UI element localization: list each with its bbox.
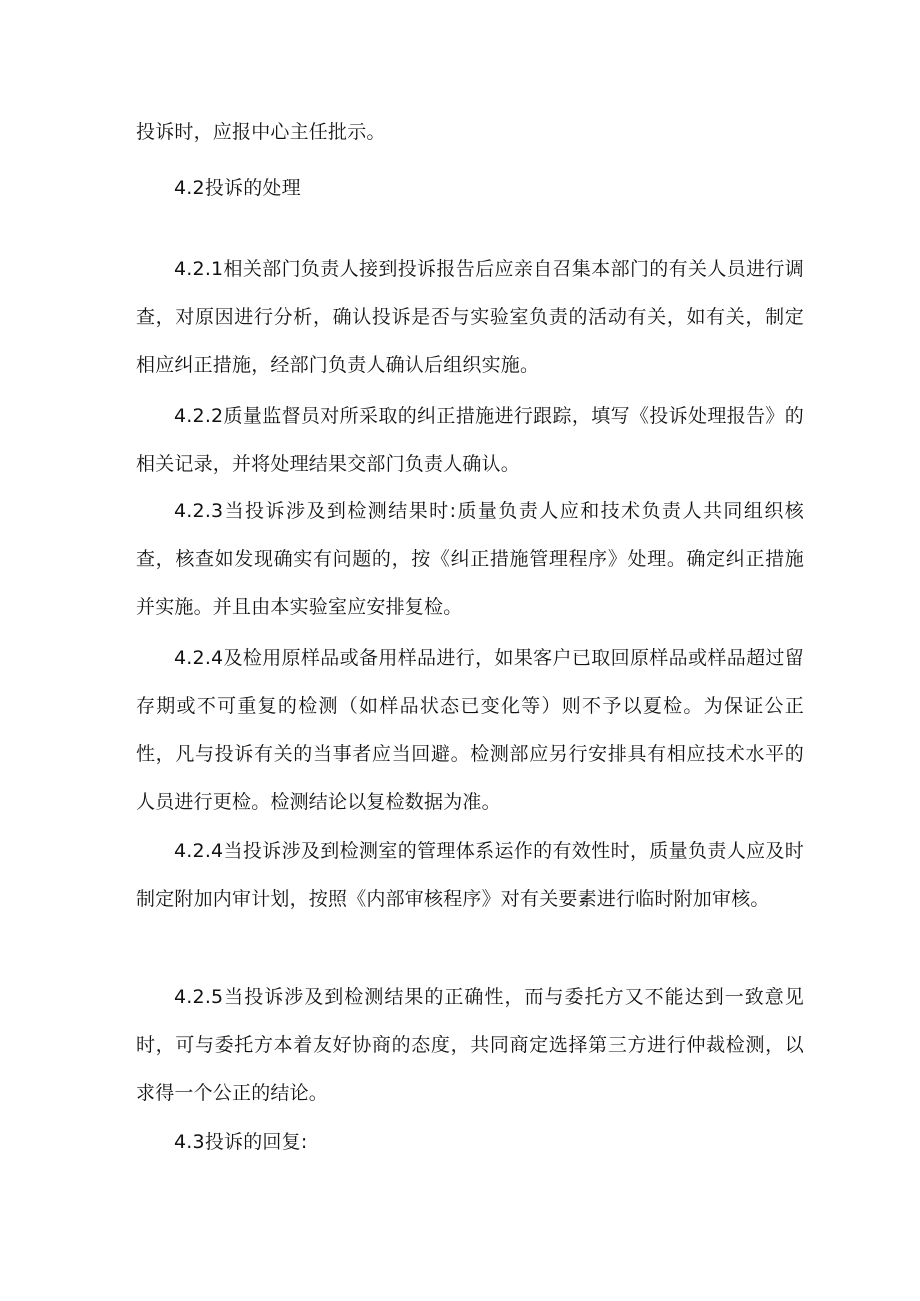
paragraph-4-2-1: 4.2.1相关部门负责人接到投诉报告后应亲自召集本部门的有关人员进行调查，对原因进行分析，确认投诉是否与实验室负责的活动有关，如有关，制定相应纠正措施，经部门负责人确认后组织实施。 — [136, 258, 804, 376]
continuation-paragraph: 投诉时，应报中心主任批示。 — [136, 121, 386, 143]
paragraph-4-2-4-a: 4.2.4及检用原样品或备用样品进行，如果客户已取回原样品或样品超过留存期或不可重复的检测（如样品状态已变化等）则不予以夏检。为保证公正性，凡与投诉有关的当事者应当回避。检测部应另行安排具有相应技术水平的人员进行更检。检测结论以复检数据为准。 — [136, 647, 804, 813]
paragraph-4-2-2: 4.2.2质量监督员对所采取的纠正措施进行跟踪，填写《投诉处理报告》的相关记录，并将处理结果交部门负责人确认。 — [136, 405, 804, 475]
paragraph-4-2-5: 4.2.5当投诉涉及到检测结果的正确性，而与委托方又不能达到一致意见时，可与委托方本着友好协商的态度，共同商定选择第三方进行仲裁检测，以求得一个公正的结论。 — [136, 986, 804, 1104]
section-4-2-heading: 4.2投诉的处理 — [174, 177, 301, 199]
paragraph-4-2-3: 4.2.3当投诉涉及到检测结果时:质量负责人应和技术负责人共同组织核查，核查如发现确实有问题的，按《纠正措施管理程序》处理。确定纠正措施并实施。并且由本实验室应安排复检。 — [136, 500, 804, 618]
section-4-3-heading: 4.3投诉的回复: — [174, 1131, 308, 1153]
paragraph-4-2-4-b: 4.2.4当投诉涉及到检测室的管理体系运作的有效性时，质量负责人应及时制定附加内审计划，按照《内部审核程序》对有关要素进行临时附加审核。 — [136, 840, 804, 910]
